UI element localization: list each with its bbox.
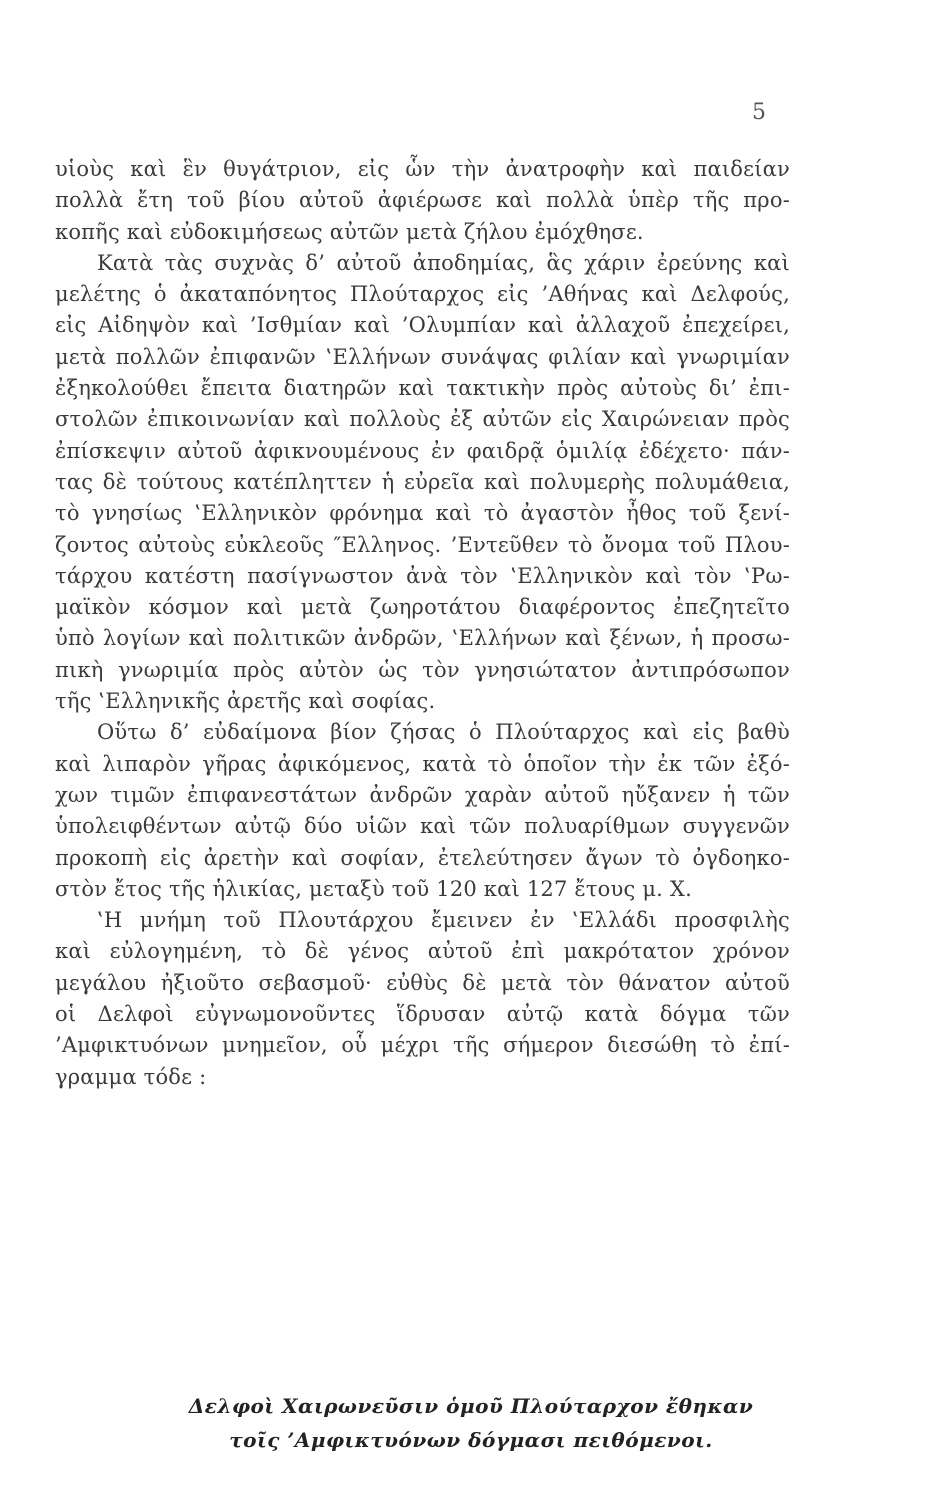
text-line: κοπῆς καὶ εὐδοκιμήσεως αὐτῶν μετὰ ζήλου ἐμόχθησε.: [55, 219, 644, 244]
text-line: ζοντος αὐτοὺς εὐκλεοῦς ″Ελληνος. ’Εντεῦθεν τὸ ὄνομα τοῦ Πλου-: [55, 532, 790, 557]
text-line: ἐξηκολούθει ἔπειτα διατηρῶν καὶ τακτικὴν πρὸς αὐτοὺς δι’ ἐπι-: [55, 376, 790, 401]
epigram-line-1: Δελφοὶ Χαιρωνεῦσιν ὁμοῦ Πλούταρχον ἔθηκαν: [188, 1394, 754, 1418]
text-line: τας δὲ τούτους κατέπληττεν ἡ εὐρεῖα καὶ πολυμερὴς πολυμάθεια,: [55, 469, 790, 494]
text-line: ὑπολειφθέντων αὐτῷ δύο υἱῶν καὶ τῶν πολυαρίθμων συγγενῶν: [55, 814, 790, 839]
text-line: πικὴ γνωριμία πρὸς αὐτὸν ὡς τὸν γνησιώτατον ἀντιπρόσωπον: [55, 657, 790, 682]
text-line: προκοπὴ εἰς ἀρετὴν καὶ σοφίαν, ἐτελεύτησεν ἄγων τὸ ὀγδοηκο-: [55, 845, 790, 870]
text-line: οἱ Δελφοὶ εὐγνωμονοῦντες ἵδρυσαν αὐτῷ κατὰ δόγμα τῶν: [55, 1002, 790, 1027]
text-line: γραμμα τόδε :: [55, 1064, 207, 1089]
text-line: στολῶν ἐπικοινωνίαν καὶ πολλοὺς ἐξ αὐτῶν εἰς Χαιρώνειαν πρὸς: [55, 407, 790, 432]
text-line: πολλὰ ἔτη τοῦ βίου αὐτοῦ ἀφιέρωσε καὶ πολλὰ ὑπὲρ τῆς προ-: [55, 188, 790, 213]
body-text: [55, 154, 790, 1093]
text-line: μελέτης ὁ ἀκαταπόνητος Πλούταρχος εἰς ’Αθήνας καὶ Δελφούς,: [55, 282, 790, 307]
text-line: μετὰ πολλῶν ἐπιφανῶν ‛Ελλήνων συνάψας φιλίαν καὶ γνωριμίαν: [55, 344, 790, 369]
text-line: υἱοὺς καὶ ἓν θυγάτριον, εἰς ὧν τὴν ἀνατροφὴν καὶ παιδείαν: [55, 157, 790, 181]
text-line: Κατὰ τὰς συχνὰς δ’ αὐτοῦ ἀποδημίας, ἃς χάριν ἐρεύνης καὶ: [97, 250, 790, 275]
text-line: Οὕτω δ’ εὐδαίμονα βίον ζήσας ὁ Πλούταρχος καὶ εἰς βαθὺ: [97, 720, 790, 745]
text-line: καὶ εὐλογημένη, τὸ δὲ γένος αὐτοῦ ἐπὶ μακρότατον χρόνον: [55, 939, 790, 964]
text-line: τάρχου κατέστη πασίγνωστον ἀνὰ τὸν ‛Ελληνικὸν καὶ τὸν ‛Ρω-: [55, 563, 790, 588]
text-line: χων τιμῶν ἐπιφανεστάτων ἀνδρῶν χαρὰν αὐτοῦ ηὔξανεν ἡ τῶν: [55, 782, 790, 807]
text-line: μεγάλου ἠξιοῦτο σεβασμοῦ· εὐθὺς δὲ μετὰ τὸν θάνατον αὐτοῦ: [55, 970, 790, 995]
epigram-line-2: τοῖς ’Αμφικτυόνων δόγμασι πειθόμενοι.: [229, 1428, 713, 1452]
text-line: τὸ γνησίως ‛Ελληνικὸν φρόνημα καὶ τὸ ἀγαστὸν ἦθος τοῦ ξενί-: [55, 501, 790, 526]
page-number: 5: [752, 100, 766, 125]
text-line: μαϊκὸν κόσμον καὶ μετὰ ζωηροτάτου διαφέροντος ἐπεζητεῖτο: [55, 595, 790, 620]
epigram-inscription: [0, 1389, 942, 1457]
text-line: ὑπὸ λογίων καὶ πολιτικῶν ἀνδρῶν, ‛Ελλήνων καὶ ξένων, ἡ προσω-: [55, 626, 790, 651]
text-line: εἰς Αἰδηψὸν καὶ ’Ισθμίαν καὶ ’Ολυμπίαν καὶ ἀλλαχοῦ ἐπεχείρει,: [55, 313, 790, 338]
text-line: ’Αμφικτυόνων μνημεῖον, οὗ μέχρι τῆς σήμερον διεσώθη τὸ ἐπί-: [55, 1033, 790, 1058]
text-line: ‛Η μνήμη τοῦ Πλουτάρχου ἔμεινεν ἐν ‛Ελλάδι προσφιλὴς: [97, 908, 790, 933]
text-line: καὶ λιπαρὸν γῆρας ἀφικόμενος, κατὰ τὸ ὁποῖον τὴν ἐκ τῶν ἐξό-: [55, 751, 790, 776]
text-line: στὸν ἔτος τῆς ἡλικίας, μεταξὺ τοῦ 120 καὶ 127 ἔτους μ. Χ.: [55, 876, 692, 901]
text-line: τῆς ‛Ελληνικῆς ἀρετῆς καὶ σοφίας.: [55, 689, 436, 714]
text-line: ἐπίσκεψιν αὐτοῦ ἀφικνουμένους ἐν φαιδρᾷ ὁμιλίᾳ ἐδέχετο· πάν-: [55, 438, 790, 463]
